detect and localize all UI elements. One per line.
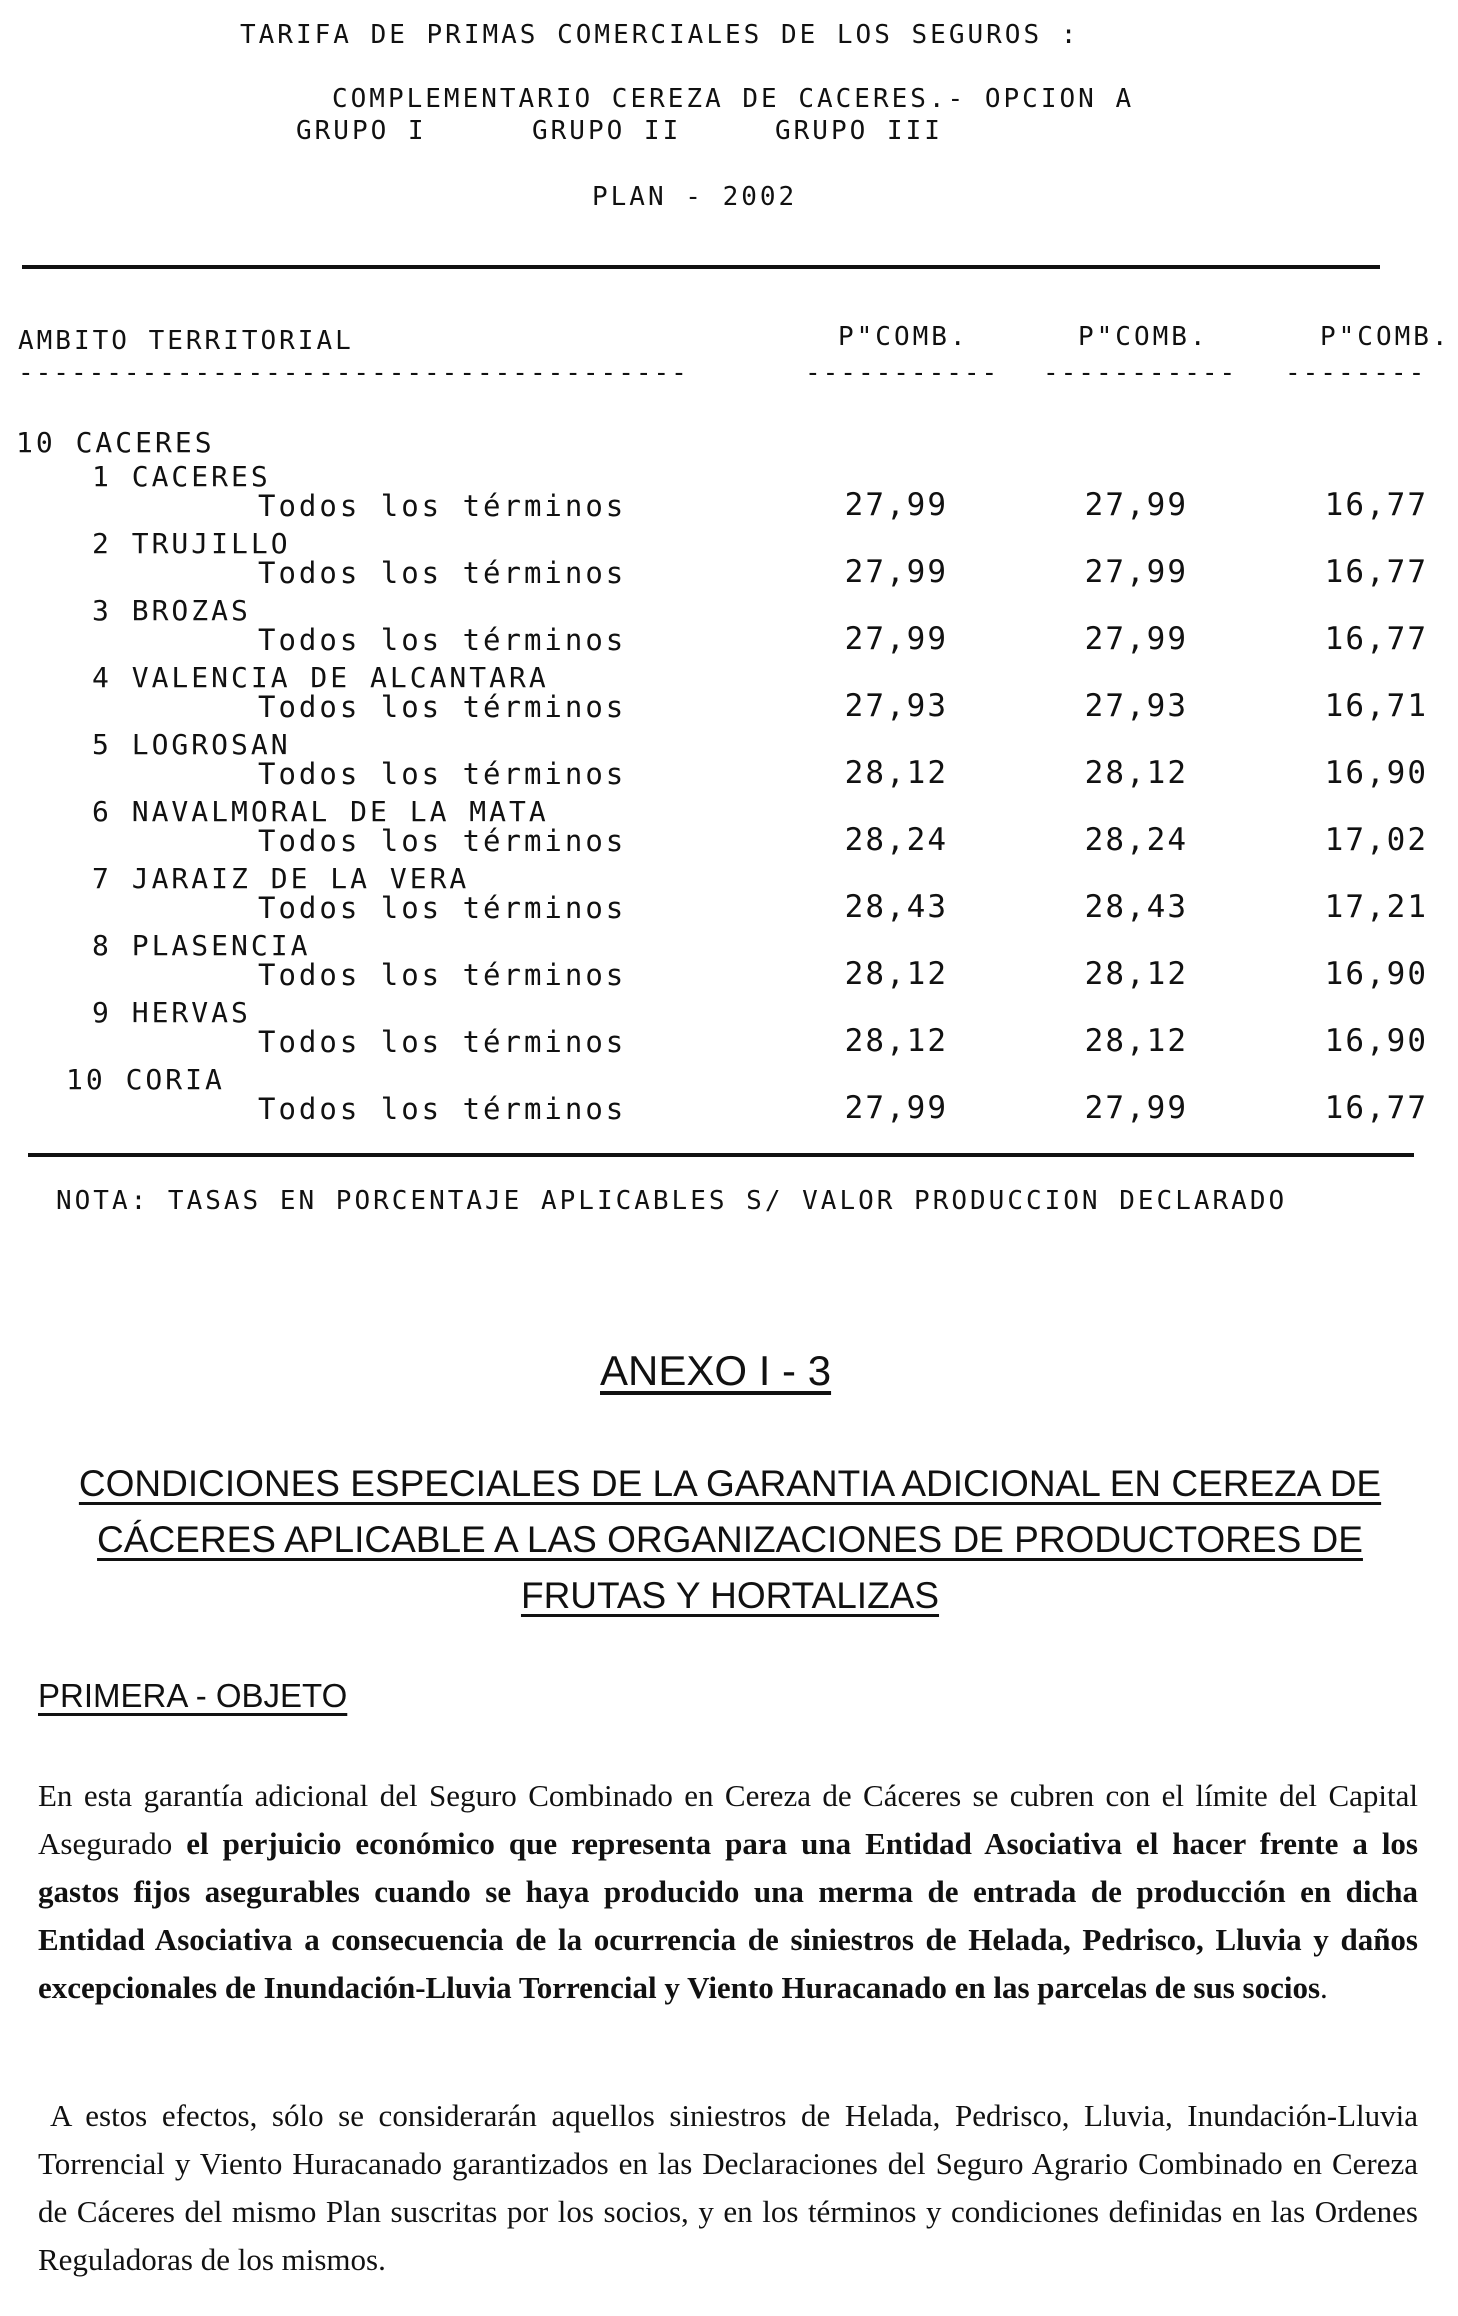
value-group-2: 28,24: [1084, 822, 1188, 858]
term-label: Todos los términos: [258, 824, 627, 858]
term-label: Todos los términos: [258, 1092, 627, 1126]
col-header-prima-2: P"COMB.: [1078, 322, 1209, 352]
province-label: 10 CACERES: [16, 426, 215, 459]
district-name: 9 HERVAS: [92, 996, 251, 1029]
group-label-1: GRUPO I: [296, 116, 427, 146]
table-note: NOTA: TASAS EN PORCENTAJE APLICABLES S/ VALOR PRODUCCION DECLARADO: [56, 1186, 1288, 1216]
value-group-1: 28,43: [844, 889, 948, 925]
term-label: Todos los términos: [258, 489, 627, 523]
value-group-3: 16,77: [1324, 554, 1428, 590]
value-group-1: 27,99: [844, 487, 948, 523]
paragraph-effects: A estos efectos, sólo se considerarán aquellos siniestros de Helada, Pedrisco, Lluvia, Inundación-Lluvia Torrencial y Viento Huracanado garantizados en las Declaraciones del Seguro Agrario Combinado en Cereza de Cáceres del mismo Plan suscritas por los socios, y en los términos y condiciones definidas en las Ordenes Reguladoras de los mismos.: [38, 2098, 1418, 2277]
paragraph-object-text-a: En esta garantía adicional del Seguro Combinado en Cereza de Cáceres se cubren con el límite del Capital Asegurado: [38, 1778, 1418, 1861]
district-name: 7 JARAIZ DE LA VERA: [92, 862, 470, 895]
value-group-3: 16,71: [1324, 688, 1428, 724]
term-label: Todos los términos: [258, 1025, 627, 1059]
term-label: Todos los términos: [258, 623, 627, 657]
value-group-3: 16,77: [1324, 487, 1428, 523]
paragraph-object-text-b: .: [1320, 1970, 1328, 2005]
value-group-1: 28,12: [844, 755, 948, 791]
annex-title: CONDICIONES ESPECIALES DE LA GARANTIA ADICIONAL EN CEREZA DE CÁCERES APLICABLE A LAS ORGANIZACIONES DE PRODUCTORES DE FRUTAS Y HORTALIZAS: [78, 1463, 1382, 1616]
district-name: 2 TRUJILLO: [92, 527, 291, 560]
term-label: Todos los términos: [258, 690, 627, 724]
tariff-subtitle: COMPLEMENTARIO CEREZA DE CACERES.- OPCION A: [332, 84, 1135, 114]
col-underline-prima-3: --------: [1285, 358, 1427, 388]
value-group-1: 27,99: [844, 621, 948, 657]
col-header-prima-3: P"COMB.: [1320, 322, 1451, 352]
col-header-prima-1: P"COMB.: [838, 322, 969, 352]
value-group-3: 16,90: [1324, 1023, 1428, 1059]
value-group-1: 27,99: [844, 554, 948, 590]
value-group-2: 27,99: [1084, 1090, 1188, 1126]
group-label-3: GRUPO III: [775, 116, 943, 146]
district-name: 10 CORIA: [66, 1063, 225, 1096]
table-bottom-rule: [28, 1153, 1414, 1157]
term-label: Todos los términos: [258, 556, 627, 590]
district-name: 3 BROZAS: [92, 594, 251, 627]
col-underline-prima-1: -----------: [805, 358, 1000, 388]
district-name: 6 NAVALMORAL DE LA MATA: [92, 795, 549, 828]
value-group-2: 28,12: [1084, 755, 1188, 791]
col-header-territory: AMBITO TERRITORIAL: [18, 326, 354, 356]
value-group-3: 16,77: [1324, 621, 1428, 657]
value-group-3: 17,21: [1324, 889, 1428, 925]
district-name: 5 LOGROSAN: [92, 728, 291, 761]
value-group-2: 28,43: [1084, 889, 1188, 925]
value-group-3: 16,77: [1324, 1090, 1428, 1126]
term-label: Todos los términos: [258, 757, 627, 791]
value-group-1: 27,93: [844, 688, 948, 724]
paragraph-object: [38, 1772, 1418, 2012]
value-group-1: 28,12: [844, 1023, 948, 1059]
value-group-1: 28,12: [844, 956, 948, 992]
value-group-1: 27,99: [844, 1090, 948, 1126]
value-group-2: 28,12: [1084, 956, 1188, 992]
value-group-2: 27,99: [1084, 621, 1188, 657]
value-group-2: 27,99: [1084, 487, 1188, 523]
group-label-2: GRUPO II: [532, 116, 682, 146]
value-group-2: 27,99: [1084, 554, 1188, 590]
value-group-3: 17,02: [1324, 822, 1428, 858]
annex-heading: ANEXO I - 3: [600, 1347, 832, 1394]
paragraph-object-bold: el perjuicio económico que representa para una Entidad Asociativa el hacer frente a los gastos fijos asegurables cuando se haya producido una merma de entrada de producción en dicha Entidad Asociativa a consecuencia de la ocurrencia de siniestros de Helada, Pedrisco, Lluvia y daños excepcionales de Inundación-Lluvia Torrencial y Viento Huracanado en las parcelas de sus socios: [38, 1826, 1418, 2005]
term-label: Todos los términos: [258, 891, 627, 925]
header-rule: [22, 265, 1380, 269]
value-group-3: 16,90: [1324, 755, 1428, 791]
term-label: Todos los términos: [258, 958, 627, 992]
district-name: 1 CACERES: [92, 460, 271, 493]
section-heading: PRIMERA - OBJETO: [38, 1677, 348, 1714]
value-group-1: 28,24: [844, 822, 948, 858]
district-name: 4 VALENCIA DE ALCANTARA: [92, 661, 549, 694]
value-group-3: 16,90: [1324, 956, 1428, 992]
col-underline-territory: --------------------------------------: [18, 358, 689, 388]
value-group-2: 27,93: [1084, 688, 1188, 724]
district-name: 8 PLASENCIA: [92, 929, 311, 962]
plan-label: PLAN - 2002: [592, 182, 798, 212]
tariff-title: TARIFA DE PRIMAS COMERCIALES DE LOS SEGUROS :: [240, 20, 1080, 50]
col-underline-prima-2: -----------: [1043, 358, 1238, 388]
value-group-2: 28,12: [1084, 1023, 1188, 1059]
